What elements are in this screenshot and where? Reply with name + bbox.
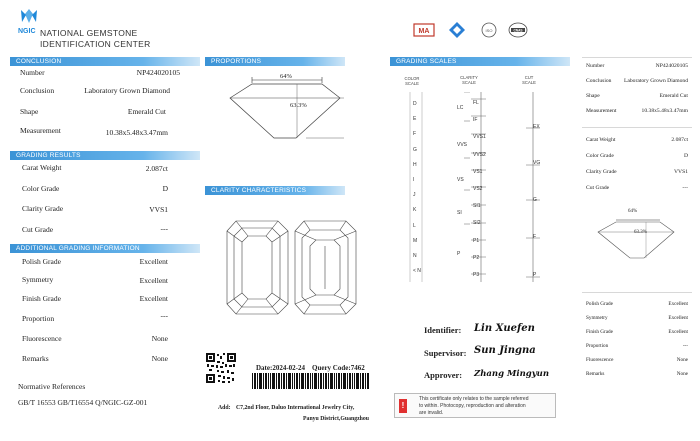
side-additional-value-5: None	[676, 371, 688, 377]
conclusion-value-1: Laboratory Grown Diamond	[84, 86, 170, 95]
side-info-label-2: Shape	[586, 93, 600, 99]
conclusion-value-0: NP424020105	[136, 68, 180, 77]
additional-value-4: None	[151, 334, 168, 343]
side-info-value-2: Emerald Cut	[659, 93, 688, 99]
table-percent: 64%	[280, 73, 292, 80]
additional-label-4: Fluorescence	[22, 334, 62, 343]
side-grading-value-0: 2.087ct	[671, 137, 688, 143]
clarity-grade-5: VS2	[473, 186, 483, 192]
grading-label-1: Color Grade	[22, 184, 60, 193]
cut-grade-0: EX	[533, 124, 540, 130]
side-grading-label-3: Cut Grade	[586, 185, 610, 191]
clarity-grade-10: P3	[473, 272, 480, 278]
references-text: GB/T 16553 GB/T16554 Q/NGIC-GZ-001	[18, 398, 148, 407]
color-grade-10: N	[413, 253, 417, 259]
additional-label-0: Polish Grade	[22, 257, 61, 266]
side-additional-label-5: Remarks	[586, 371, 605, 377]
side-divider-top	[582, 57, 692, 58]
color-grade-8: L	[413, 222, 416, 229]
color-grade-5: I	[413, 177, 415, 183]
side-additional-label-2: Finish Grade	[586, 329, 613, 335]
cut-grade-3: F	[533, 234, 537, 240]
conclusion-label-0: Number	[20, 68, 45, 77]
side-proportions-diagram	[594, 212, 684, 268]
depth-percent: 63.3%	[290, 102, 307, 109]
side-grading-value-1: D	[683, 153, 688, 159]
grading-label-3: Cut Grade	[22, 225, 54, 234]
address-label: Add:	[218, 405, 231, 411]
org-title-line2: IDENTIFICATION CENTER	[40, 39, 151, 49]
additional-value-5: None	[151, 354, 168, 363]
side-additional-value-2: Excellent	[668, 329, 688, 335]
warning-line2: to within. Photocopy, reproduction and alteration	[419, 403, 526, 409]
svg-text:ISO: ISO	[485, 28, 493, 33]
cut-grade-1: VG	[533, 160, 541, 166]
svg-text:CNAS: CNAS	[513, 28, 523, 33]
grading-label-2: Clarity Grade	[22, 204, 64, 213]
ngic-logo	[18, 8, 40, 35]
approver-label: Approver:	[424, 370, 463, 380]
warning-line3: are invalid.	[419, 410, 444, 416]
side-additional-label-0: Polish Grade	[586, 301, 613, 307]
address-line2: Panyu District,Guangzhou	[303, 416, 370, 422]
references-title: Normative References	[18, 382, 86, 391]
approver-signature: Zhang Mingyun	[474, 369, 550, 379]
additional-info-bar: ADDITIONAL GRADING INFORMATION	[10, 244, 200, 253]
grading-scales-bar: GRADING SCALES	[390, 57, 570, 66]
additional-label-3: Proportion	[22, 314, 55, 323]
clarity-grade-3: VVS2	[473, 151, 486, 158]
cut-scale-header: CUT SCALE	[522, 75, 536, 85]
clarity-group-1: VVS	[457, 142, 468, 148]
side-additional-value-0: Excellent	[668, 301, 688, 307]
side-info-label-1: Conclusion	[586, 78, 612, 84]
additional-value-1: Excellent	[139, 276, 168, 285]
additional-value-2: Excellent	[139, 294, 168, 303]
issue-date: Date:2024-02-24	[256, 364, 305, 372]
proportions-bar: PROPORTIONS	[205, 57, 345, 66]
clarity-group-2: VS	[457, 177, 464, 183]
logo-text: NGIC	[18, 28, 36, 35]
color-grade-3: G	[413, 146, 417, 153]
color-grade-11: < N	[413, 268, 421, 275]
side-additional-label-3: Proportion	[586, 343, 609, 349]
address-line1: C7,2nd Floor, Daluo International Jewelry City,	[236, 405, 355, 411]
side-additional-label-4: Fluorescence	[586, 357, 614, 363]
side-depth-percent: 63.3%	[634, 230, 647, 235]
color-grade-4: H	[413, 161, 417, 168]
grading-label-0: Carat Weight	[22, 163, 62, 172]
grading-value-3: ---	[160, 224, 168, 233]
conclusion-value-2: Emerald Cut	[127, 107, 166, 116]
warning-icon: !	[399, 399, 407, 413]
conclusion-bar: CONCLUSION	[10, 57, 200, 66]
side-grading-value-3: ---	[682, 185, 688, 191]
side-grading-label-2: Clarity Grade	[586, 169, 617, 175]
org-title-line1: NATIONAL GEMSTONE	[40, 28, 138, 38]
side-additional-value-4: None	[676, 357, 688, 363]
warning-box	[394, 393, 556, 418]
clarity-grade-6: SI1	[473, 203, 481, 210]
clarity-group-4: P	[457, 251, 461, 257]
identifier-signature: Lin Xuefen	[474, 323, 535, 334]
clarity-group-3: SI	[457, 210, 462, 216]
side-additional-value-3: ---	[682, 343, 688, 349]
color-grade-9: M	[413, 237, 418, 244]
clarity-grade-0: FL	[473, 100, 479, 106]
clarity-scale-header: CLARITY SCALE	[460, 75, 478, 85]
clarity-grade-9: P2	[473, 254, 480, 261]
conclusion-label-2: Shape	[20, 107, 39, 116]
supervisor-signature: Sun Jingna	[474, 345, 536, 356]
color-grade-1: E	[413, 116, 417, 123]
side-info-value-1: Laboratory Grown Diamond	[623, 78, 688, 84]
clarity-grade-2: VVS1	[473, 134, 486, 141]
barcode	[252, 373, 370, 389]
side-grading-label-0: Carat Weight	[586, 137, 616, 143]
clarity-group-0: LC	[457, 105, 464, 111]
conclusion-label-3: Measurement	[20, 126, 61, 135]
grading-results-bar: GRADING RESULTS	[10, 151, 200, 160]
additional-label-1: Symmetry	[22, 275, 54, 284]
color-grade-6: J	[413, 192, 416, 199]
grading-value-1: D	[162, 184, 168, 193]
side-info-label-3: Measurement	[586, 108, 617, 114]
additional-label-5: Remarks	[22, 354, 49, 363]
side-additional-value-1: Excellent	[668, 315, 688, 321]
conclusion-value-3: 10.38x5.48x3.47mm	[105, 128, 168, 137]
clarity-grade-4: VS1	[473, 168, 483, 175]
cut-grade-4: P	[533, 272, 537, 278]
additional-value-3: ---	[160, 311, 168, 320]
grading-value-0: 2.087ct	[145, 164, 168, 173]
clarity-grade-1: IF	[473, 117, 478, 124]
grading-value-2: VVS1	[149, 205, 168, 214]
svg-text:MA: MA	[418, 28, 430, 35]
side-table-percent: 64%	[628, 209, 638, 214]
color-grade-7: K	[413, 207, 417, 214]
identifier-label: Identifier:	[424, 325, 462, 335]
additional-value-0: Excellent	[139, 257, 168, 266]
clarity-grade-8: P1	[473, 237, 480, 244]
conclusion-label-1: Conclusion	[20, 86, 55, 95]
query-code: Query Code:7462	[312, 364, 365, 372]
side-additional-label-1: Symmetry	[586, 315, 608, 321]
color-scale-header: COLOR SCALE	[404, 76, 420, 86]
side-info-value-3: 10.38x5.48x3.47mm	[641, 108, 688, 114]
color-grade-0: D	[413, 101, 417, 107]
cert-badges	[412, 20, 532, 40]
clarity-grade-7: SI2	[473, 220, 481, 227]
side-grading-label-1: Color Grade	[586, 153, 614, 159]
additional-label-2: Finish Grade	[22, 294, 61, 303]
side-info-value-0: NP424020105	[655, 63, 688, 69]
supervisor-label: Supervisor:	[424, 348, 467, 358]
cut-grade-2: G	[533, 197, 537, 203]
side-grading-value-2: VVS1	[674, 169, 688, 175]
proportions-diagram	[222, 68, 362, 158]
color-grade-2: F	[413, 131, 417, 138]
side-info-label-0: Number	[586, 63, 605, 69]
clarity-bar: CLARITY CHARACTERISTICS	[205, 186, 345, 195]
clarity-plot-diagram	[226, 220, 360, 316]
side-divider-mid	[582, 127, 692, 128]
warning-line1: This certificate only relates to the sample referred	[419, 396, 529, 402]
qr-code	[205, 352, 237, 384]
side-divider-low	[582, 292, 692, 293]
